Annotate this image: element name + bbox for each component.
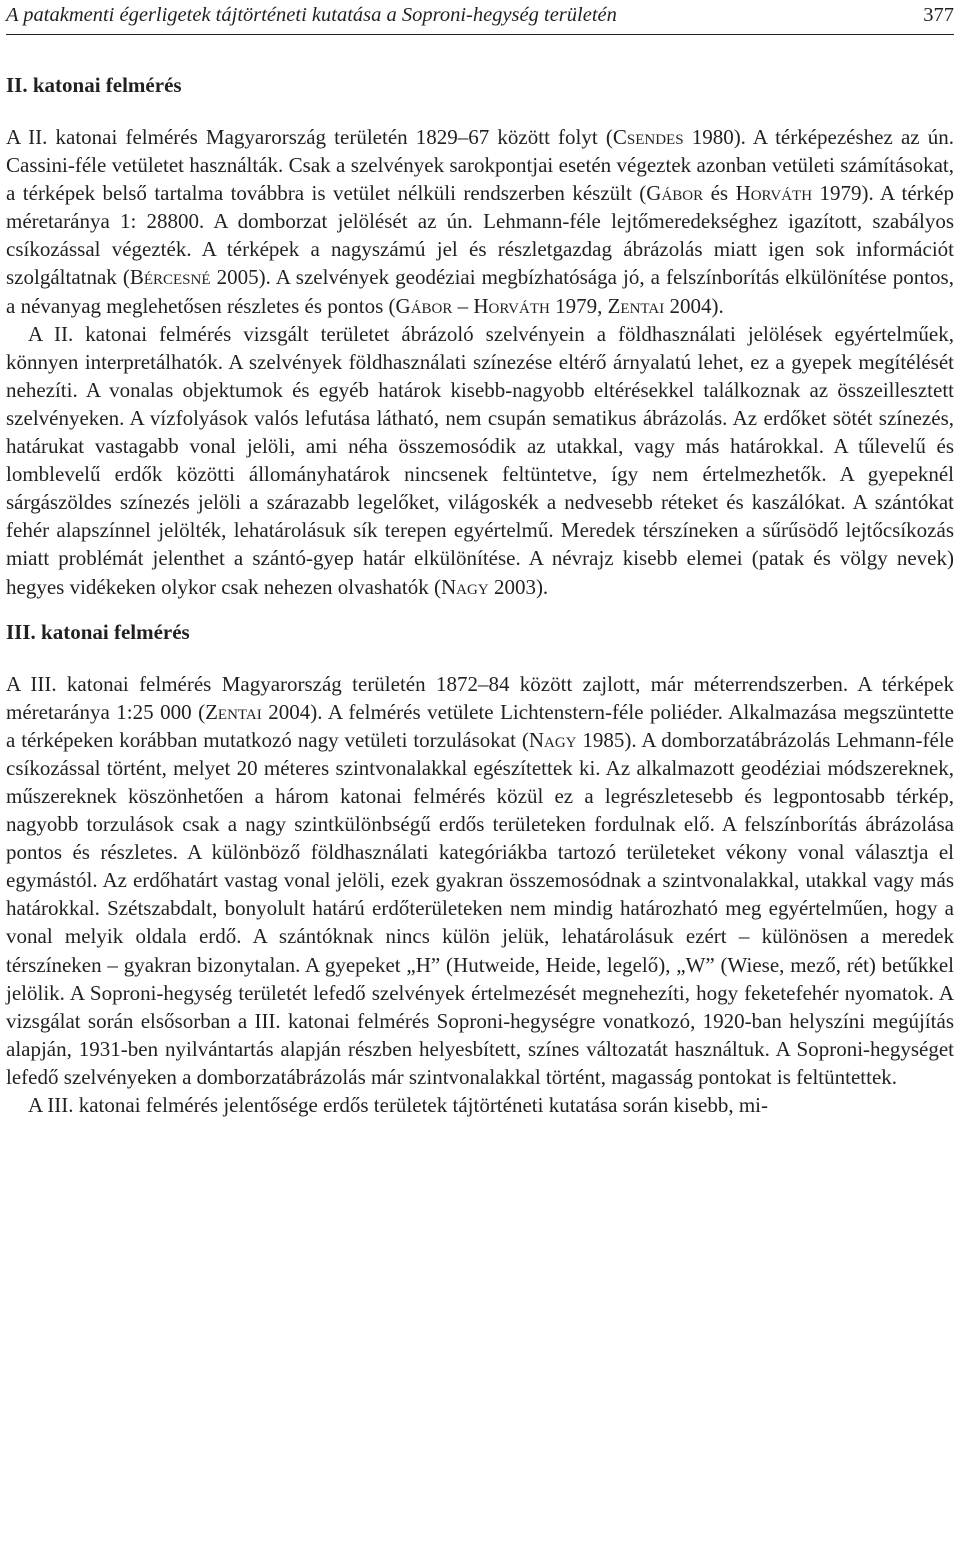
- author-name: Zentai: [607, 293, 665, 318]
- author-name: Zentai: [205, 699, 262, 724]
- paragraph: A III. katonai felmérés Magyarország területén 1872–84 között zajlott, már méterrendszerben. A térképek méretaránya 1:25 000 (Zentai 2004). A felmérés vetülete Lichtenstern-féle poliéder. Alkalmazása megszüntette a térképeken korábban mutatkozó nagy vetületi torzulásokat (Nagy 1985). A domborzatábrázolás Lehmann-féle csíkozással történt, melyet 20 méteres szintvonalakkal egészítettek ki. Az alkalmazott geodéziai módszereknek, műszereknek köszönhetően a három katonai felmérés közül ez a legrészletesebb és legpontosabb térkép, nagyobb torzulások csak a nagy szintkülönbségű erdős területeken fordulnak elő. A felszínborítás ábrázolása pontos és részletes. A különböző földhasználati kategóriákba tartozó területeket vékony vonal választja el egymástól. Az erdőhatárt vastag vonal jelöli, ezek gyakran összemosódnak a szintvonalakkal, utakkal vagy más határokkal. Szétszabdalt, bonyolult határú erdőterületeken nem mindig határozható meg egyértelműen, hogy a vonal melyik oldala erdő. A szántóknak nincs külön jelük, lehatárolásuk ezért – különösen a meredek térszíneken – gyakran bizonytalan. A gyepeket „H” (Hutweide, Heide, legelő), „W” (Wiese, mező, rét) betűkkel jelölik. A Soproni-hegység területét lefedő szelvények értelmezését megnehezíti, hogy feketefehér nyomatok. A vizsgálat során elsősorban a III. katonai felmérés Soproni-hegységre vonatkozó, 1920-ban helyszíni megújítás alapján, 1931-ben nyilvántartás alapján részben helyesbített, színes változatát használtuk. A Soproni-hegységet lefedő szelvényeken a domborzatábrázolás már szintvonalakkal történt, magasság pontokat is feltüntettek.: [6, 671, 955, 1089]
- author-name: Gábor: [395, 293, 453, 318]
- page-number: 377: [923, 4, 954, 26]
- author-name: Bércesné: [129, 265, 211, 290]
- section-heading-iii: III. katonai felmérés: [6, 619, 190, 644]
- paragraph: A II. katonai felmérés Magyarország területén 1829–67 között folyt (Csendes 1980). A térképezéshez az ún. Cassini-féle vetületet használták. Csak a szelvények sarokpontjai esetén végeztek azonban vetületi számításokat, a térképek belső tartalma továbbra is vetület nélküli rendszerben készült (Gábor és Horváth 1979). A térkép méretaránya 1: 28800. A domborzat jelölését az ún. Lehmann-féle lejtőmeredekséghez igazított, szabályos csíkozással végezték. A térképek a nagyszámú jel és részletgazdag ábrázolás miatt igen sok információt szolgáltatnak (Bércesné 2005). A szelvények geodéziai megbízhatósága jó, a felszínborítás elkülönítése pontos, a névanyag meglehetősen részletes és pontos (Gábor – Horváth 1979, Zentai 2004).: [6, 125, 954, 318]
- running-header: [6, 0, 954, 30]
- section-heading-ii: II. katonai felmérés: [6, 73, 182, 97]
- author-name: Horváth: [735, 181, 813, 206]
- header-rule: [6, 34, 954, 35]
- author-name: Nagy: [441, 574, 489, 599]
- author-name: Nagy: [528, 727, 577, 752]
- paragraph: A III. katonai felmérés jelentősége erdős területek tájtörténeti kutatása során kisebb, mi-: [28, 1093, 768, 1117]
- author-name: Csendes: [612, 125, 684, 149]
- paragraph: A II. katonai felmérés vizsgált területet ábrázoló szelvényein a földhasználati jelölések egyértelműek, könnyen interpretálhatók. A szelvények földhasználati színezése eltérő árnyalatú lehet, ez a gyepek megítélését nehezíti. A vonalas objektumok és egyéb határok kisebb-nagyobb eltérésekkel találkoznak az összeillesztett szelvényeken. A vízfolyások valós lefutása látható, nem csupán sematikus ábrázolás. Az erdőket sötét színezés, határukat vastagabb vonal jelöli, ami néha összemosódik az utakkal, vagy más határokkal. A tűlevelű és lomblevelű erdők közötti állományhatárok nincsenek feltüntetve, így nem értelmezhetők. A gyepeknél sárgászöldes színezés jelöli a szárazabb legelőket, világoskék a nedvesebb réteket és kaszálókat. A szántókat fehér alapszínnel jelölték, lehatárolásuk sík terepen egyértelmű. Meredek térszíneken a sűrűsödő lejtőcsíkozás miatt problémát jelenthet a szántó-gyep határ elkülönítése. A névrajz kisebb elemei (patak és völgy nevek) hegyes vidékeken olykor csak nehezen olvashatók (Nagy 2003).: [6, 321, 954, 599]
- document-page: [6, 0, 954, 1119]
- author-name: Horváth: [473, 293, 550, 318]
- author-name: Gábor: [646, 181, 704, 206]
- running-title: A patakmenti égerligetek tájtörténeti kutatása a Soproni-hegység területén: [6, 4, 617, 26]
